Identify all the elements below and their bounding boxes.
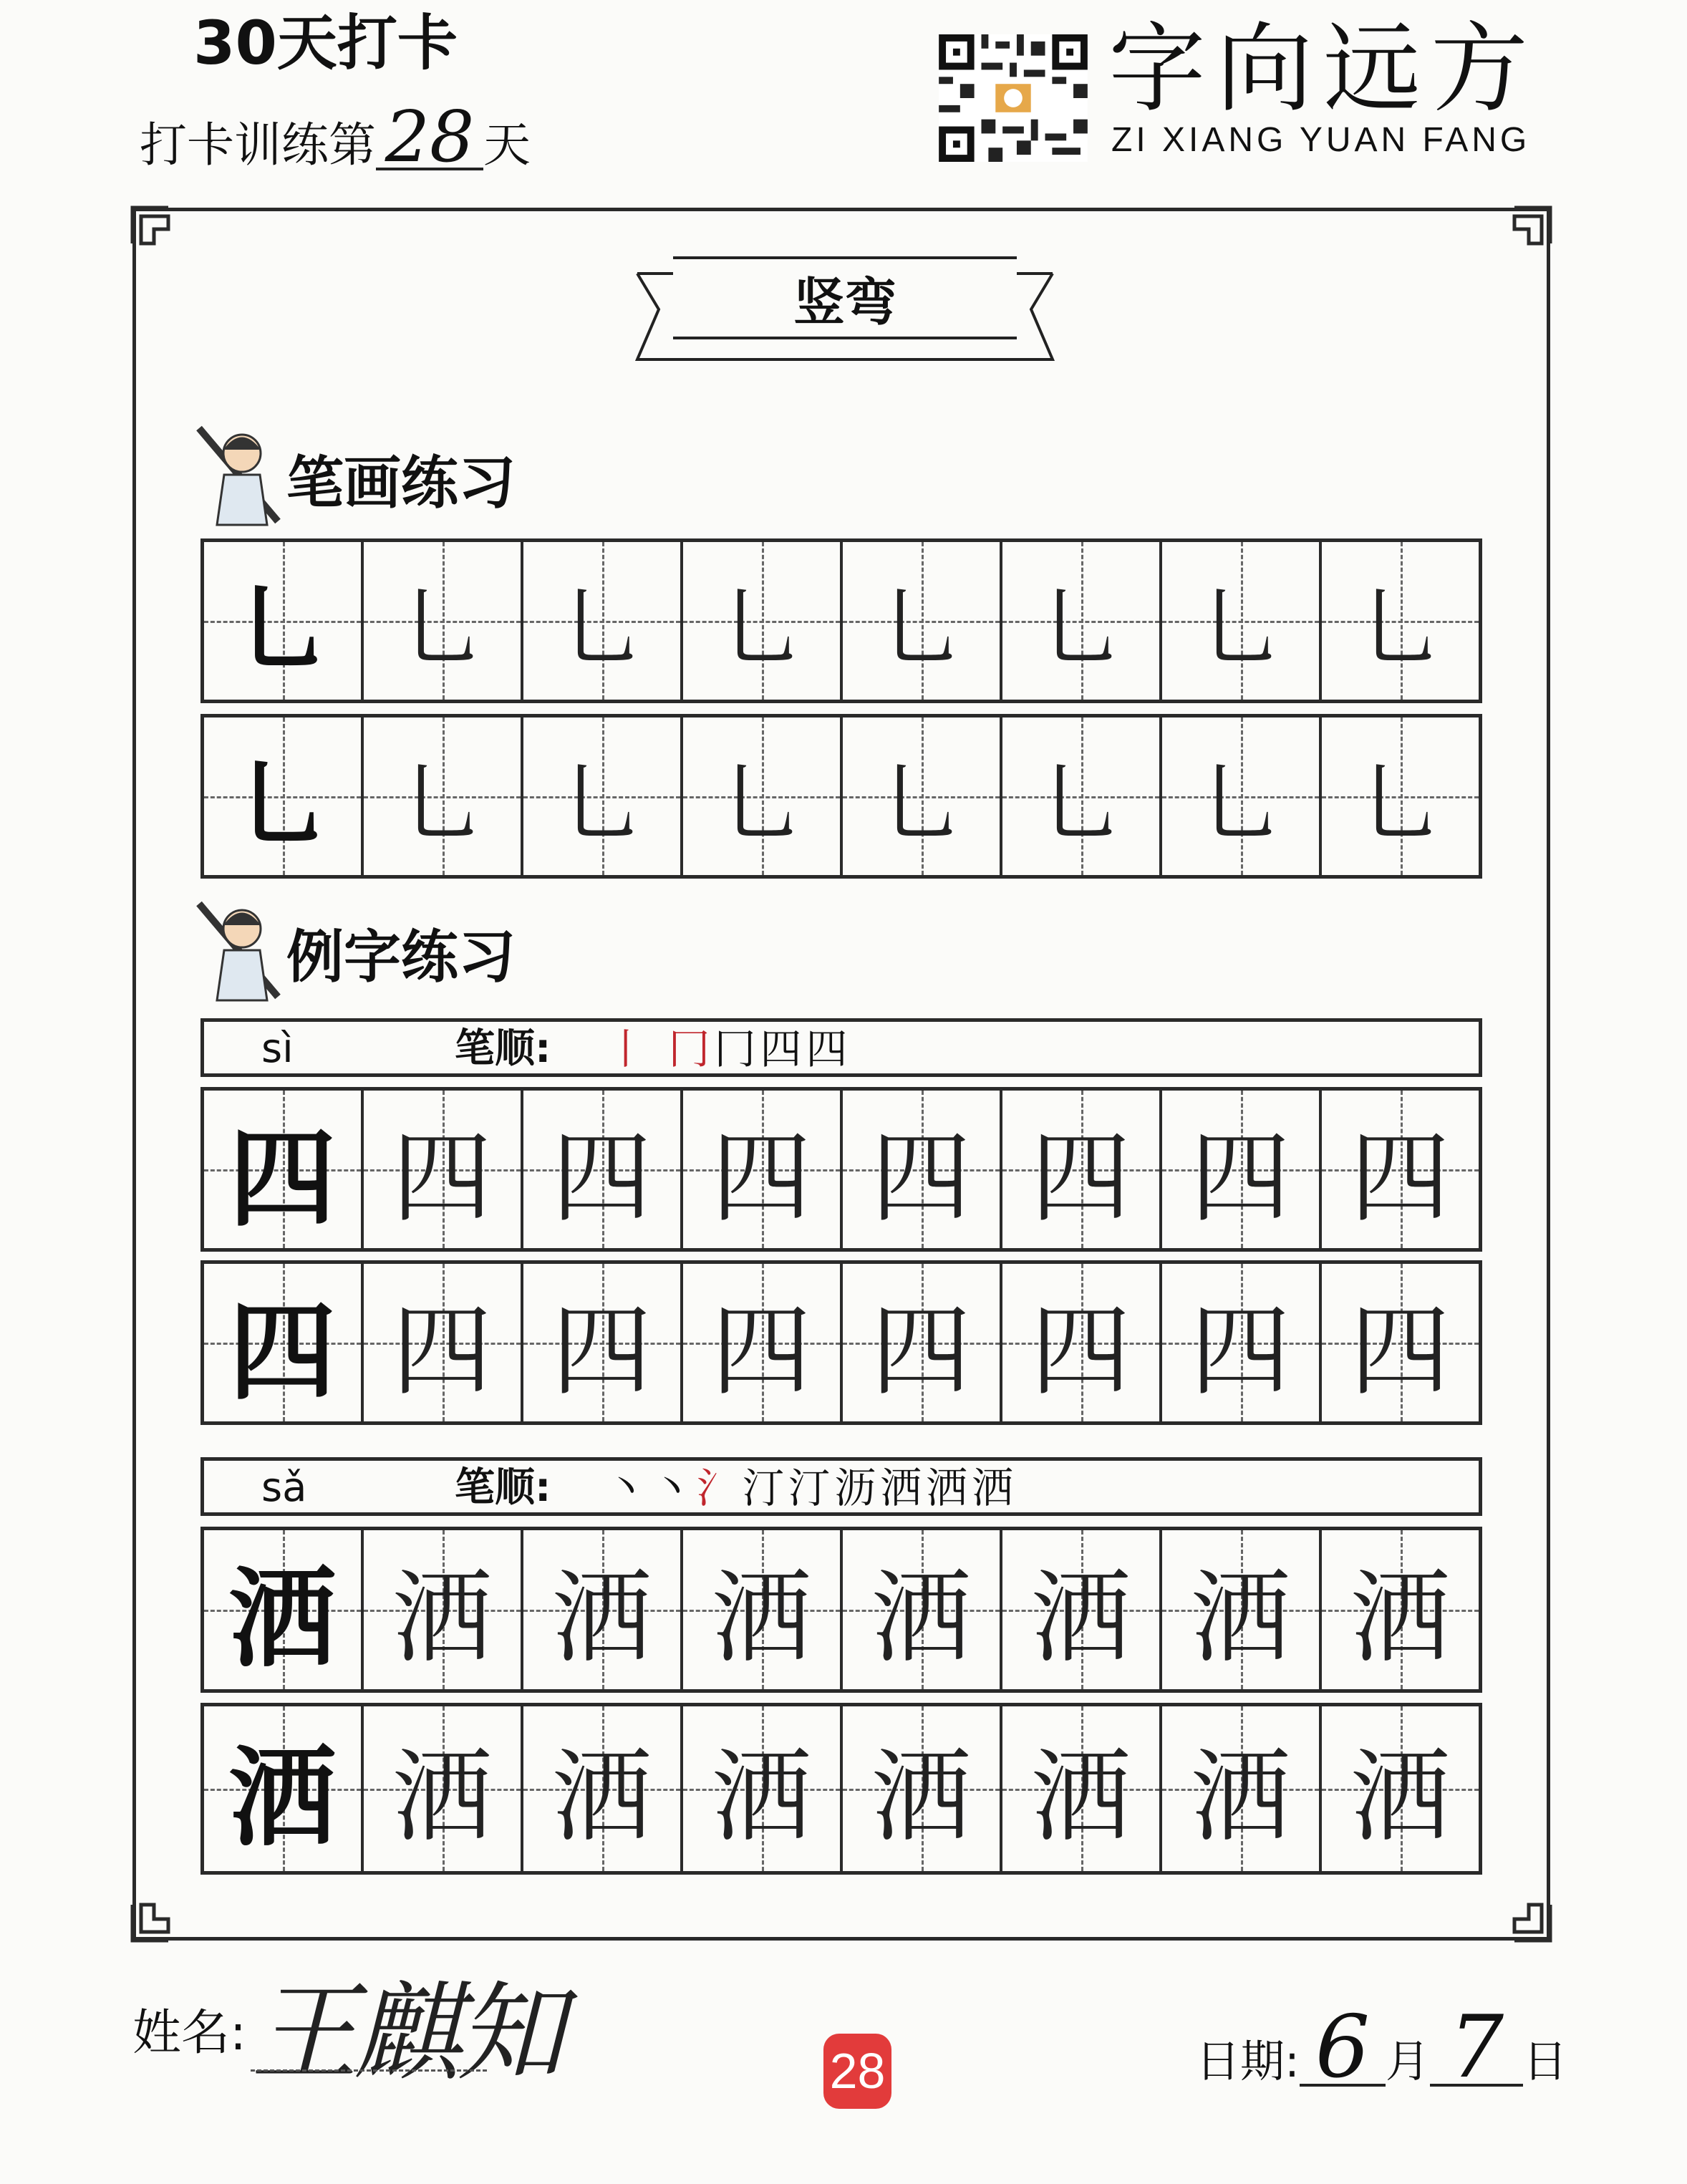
handwritten-char: 四: [711, 1292, 812, 1410]
stroke-step: 洒: [880, 1464, 927, 1512]
handwritten-char: 洒: [871, 1560, 972, 1677]
grid-cell[interactable]: [204, 1091, 364, 1248]
grid-cell[interactable]: [523, 1530, 683, 1689]
handwritten-stroke: 乚: [1197, 754, 1284, 854]
grid-cell[interactable]: [364, 717, 523, 875]
grid-cell[interactable]: [1162, 717, 1322, 875]
handwritten-char: 洒: [1190, 1739, 1291, 1856]
grid-cell[interactable]: [523, 1706, 683, 1871]
handwritten-char: 洒: [711, 1560, 812, 1677]
brand-chinese: 字向远方: [1108, 13, 1538, 126]
date-day: 7: [1430, 2012, 1523, 2087]
stroke-step: 氵: [697, 1464, 743, 1512]
campaign-title: 30天打卡: [193, 8, 458, 78]
grid-cell[interactable]: [523, 1091, 683, 1248]
day-label: 日: [1522, 2035, 1567, 2087]
grid-cell[interactable]: [364, 1530, 523, 1689]
page-number-badge: 28: [823, 2034, 891, 2109]
stroke-step: 冂: [714, 1025, 760, 1073]
grid-cell[interactable]: [843, 717, 1002, 875]
handwritten-char: 四: [551, 1292, 652, 1410]
handwritten-char: 四: [392, 1292, 493, 1410]
handwritten-stroke: 乚: [878, 754, 965, 854]
handwritten-char: 四: [871, 1292, 972, 1410]
handwritten-stroke: 乚: [718, 579, 805, 678]
model-char: 洒: [228, 1736, 337, 1861]
grid-cell[interactable]: [683, 1264, 843, 1421]
handwritten-char: 四: [1350, 1292, 1451, 1410]
pinyin: sǎ: [261, 1464, 307, 1511]
section-heading-example: 例字练习: [286, 924, 516, 990]
grid-cell[interactable]: [1002, 1264, 1162, 1421]
grid-cell[interactable]: [204, 717, 364, 875]
grid-cell[interactable]: [1322, 1264, 1479, 1421]
handwritten-stroke: 乚: [1038, 754, 1124, 854]
handwritten-char: 洒: [711, 1739, 812, 1856]
grid-cell[interactable]: [1162, 1530, 1322, 1689]
stroke-step: 丶: [651, 1464, 697, 1512]
handwritten-char: 四: [392, 1119, 493, 1237]
handwritten-stroke: 乚: [399, 754, 485, 854]
grid-cell[interactable]: [523, 717, 683, 875]
handwritten-char: 洒: [1350, 1560, 1451, 1677]
stroke-step: 汀: [788, 1464, 835, 1512]
day-number: 28: [376, 107, 483, 170]
stroke-step: 汀: [743, 1464, 789, 1512]
grid-cell[interactable]: [683, 717, 843, 875]
stroke-practice-row-1: [200, 538, 1482, 703]
handwritten-char: 洒: [551, 1560, 652, 1677]
grid-cell[interactable]: [364, 1264, 523, 1421]
month-label: 月: [1385, 2035, 1430, 2087]
grid-cell[interactable]: [1322, 717, 1479, 875]
stroke-order-label: 笔顺:: [455, 1025, 551, 1072]
stroke-practice-row-2: [200, 714, 1482, 879]
grid-cell[interactable]: [204, 542, 364, 700]
char-sa-row-1: [200, 1527, 1482, 1693]
stroke-step: 四: [806, 1025, 852, 1073]
stroke-step: 沥: [834, 1464, 881, 1512]
handwritten-char: 洒: [1350, 1739, 1451, 1856]
handwritten-stroke: 乚: [559, 579, 645, 678]
grid-cell[interactable]: [1002, 1706, 1162, 1871]
grid-cell[interactable]: [843, 1091, 1002, 1248]
handwritten-char: 四: [1190, 1119, 1291, 1237]
grid-cell[interactable]: [683, 542, 843, 700]
handwritten-char: 四: [1030, 1292, 1131, 1410]
grid-cell[interactable]: [1002, 542, 1162, 700]
grid-cell[interactable]: [1002, 717, 1162, 875]
char-si-row-1: [200, 1087, 1482, 1252]
handwritten-char: 洒: [1190, 1560, 1291, 1677]
grid-cell[interactable]: [1002, 1091, 1162, 1248]
handwritten-stroke: 乚: [1357, 579, 1444, 678]
handwritten-stroke: 乚: [718, 754, 805, 854]
scholar-icon: [192, 897, 292, 1004]
grid-cell[interactable]: [1162, 1706, 1322, 1871]
grid-cell[interactable]: [1002, 1530, 1162, 1689]
model-stroke: 乚: [236, 749, 329, 859]
grid-cell[interactable]: [364, 542, 523, 700]
date-month: 6: [1300, 2012, 1386, 2087]
grid-cell[interactable]: [204, 1706, 364, 1871]
brand-english: ZI XIANG YUAN FANG: [1111, 121, 1531, 159]
stroke-order-bar-sa: [200, 1457, 1482, 1516]
grid-cell[interactable]: [1162, 1091, 1322, 1248]
model-char: 四: [228, 1290, 337, 1415]
handwritten-char: 洒: [871, 1739, 972, 1856]
day-suffix: 天: [483, 117, 531, 173]
grid-cell[interactable]: [364, 1706, 523, 1871]
grid-cell[interactable]: [683, 1706, 843, 1871]
stroke-order-bar-si: [200, 1018, 1482, 1077]
grid-cell[interactable]: [1322, 1091, 1479, 1248]
grid-cell[interactable]: [843, 542, 1002, 700]
char-si-row-2: [200, 1260, 1482, 1425]
grid-cell[interactable]: [843, 1706, 1002, 1871]
handwritten-stroke: 乚: [1197, 579, 1284, 678]
handwritten-char: 四: [1030, 1119, 1131, 1237]
grid-cell[interactable]: [364, 1091, 523, 1248]
grid-cell[interactable]: [683, 1091, 843, 1248]
date-field: [1196, 1998, 1567, 2097]
name-underline: [251, 2069, 487, 2072]
grid-cell[interactable]: [204, 1530, 364, 1689]
name-label: 姓名:: [132, 2005, 246, 2062]
stroke-step: 丨: [605, 1025, 652, 1073]
stroke-step: 四: [760, 1025, 806, 1073]
pinyin: sì: [261, 1025, 294, 1072]
date-label: 日期:: [1196, 2035, 1300, 2087]
handwritten-char: 洒: [392, 1560, 493, 1677]
stroke-order-steps: [605, 1464, 1017, 1512]
grid-cell[interactable]: [1322, 1706, 1479, 1871]
grid-cell[interactable]: [523, 1264, 683, 1421]
grid-cell[interactable]: [843, 1264, 1002, 1421]
handwritten-char: 洒: [1030, 1560, 1131, 1677]
page-title: 竖弯: [793, 272, 896, 332]
grid-cell[interactable]: [843, 1530, 1002, 1689]
stroke-step: 丶: [605, 1464, 652, 1512]
char-sa-row-2: [200, 1703, 1482, 1875]
day-prefix: 打卡训练第: [140, 117, 376, 173]
model-char: 洒: [228, 1557, 337, 1682]
grid-cell[interactable]: [523, 542, 683, 700]
handwritten-char: 四: [1190, 1292, 1291, 1410]
stroke-step: 洒: [926, 1464, 972, 1512]
grid-cell[interactable]: [1162, 542, 1322, 700]
handwritten-char: 洒: [1030, 1739, 1131, 1856]
grid-cell[interactable]: [683, 1530, 843, 1689]
handwritten-stroke: 乚: [559, 754, 645, 854]
model-stroke: 乚: [236, 574, 329, 683]
student-name: 王麒知: [251, 1971, 561, 2096]
stroke-order-label: 笔顺:: [455, 1464, 551, 1511]
handwritten-stroke: 乚: [1038, 579, 1124, 678]
model-char: 四: [228, 1117, 337, 1242]
day-counter: [140, 97, 531, 178]
stroke-step: 冂: [668, 1025, 715, 1073]
handwritten-stroke: 乚: [399, 579, 485, 678]
stroke-order-steps: [605, 1025, 852, 1073]
stroke-step: 洒: [972, 1464, 1018, 1512]
qr-code-icon: [938, 34, 1088, 162]
handwritten-stroke: 乚: [878, 579, 965, 678]
grid-cell[interactable]: [1322, 542, 1479, 700]
handwritten-char: 四: [871, 1119, 972, 1237]
handwritten-char: 洒: [551, 1739, 652, 1856]
handwritten-stroke: 乚: [1357, 754, 1444, 854]
handwritten-char: 洒: [392, 1739, 493, 1856]
handwritten-char: 四: [551, 1119, 652, 1237]
grid-cell[interactable]: [1162, 1264, 1322, 1421]
grid-cell[interactable]: [1322, 1530, 1479, 1689]
handwritten-char: 四: [711, 1119, 812, 1237]
handwritten-char: 四: [1350, 1119, 1451, 1237]
section-heading-stroke: 笔画练习: [286, 450, 516, 516]
scholar-icon: [192, 421, 292, 528]
grid-cell[interactable]: [204, 1264, 364, 1421]
